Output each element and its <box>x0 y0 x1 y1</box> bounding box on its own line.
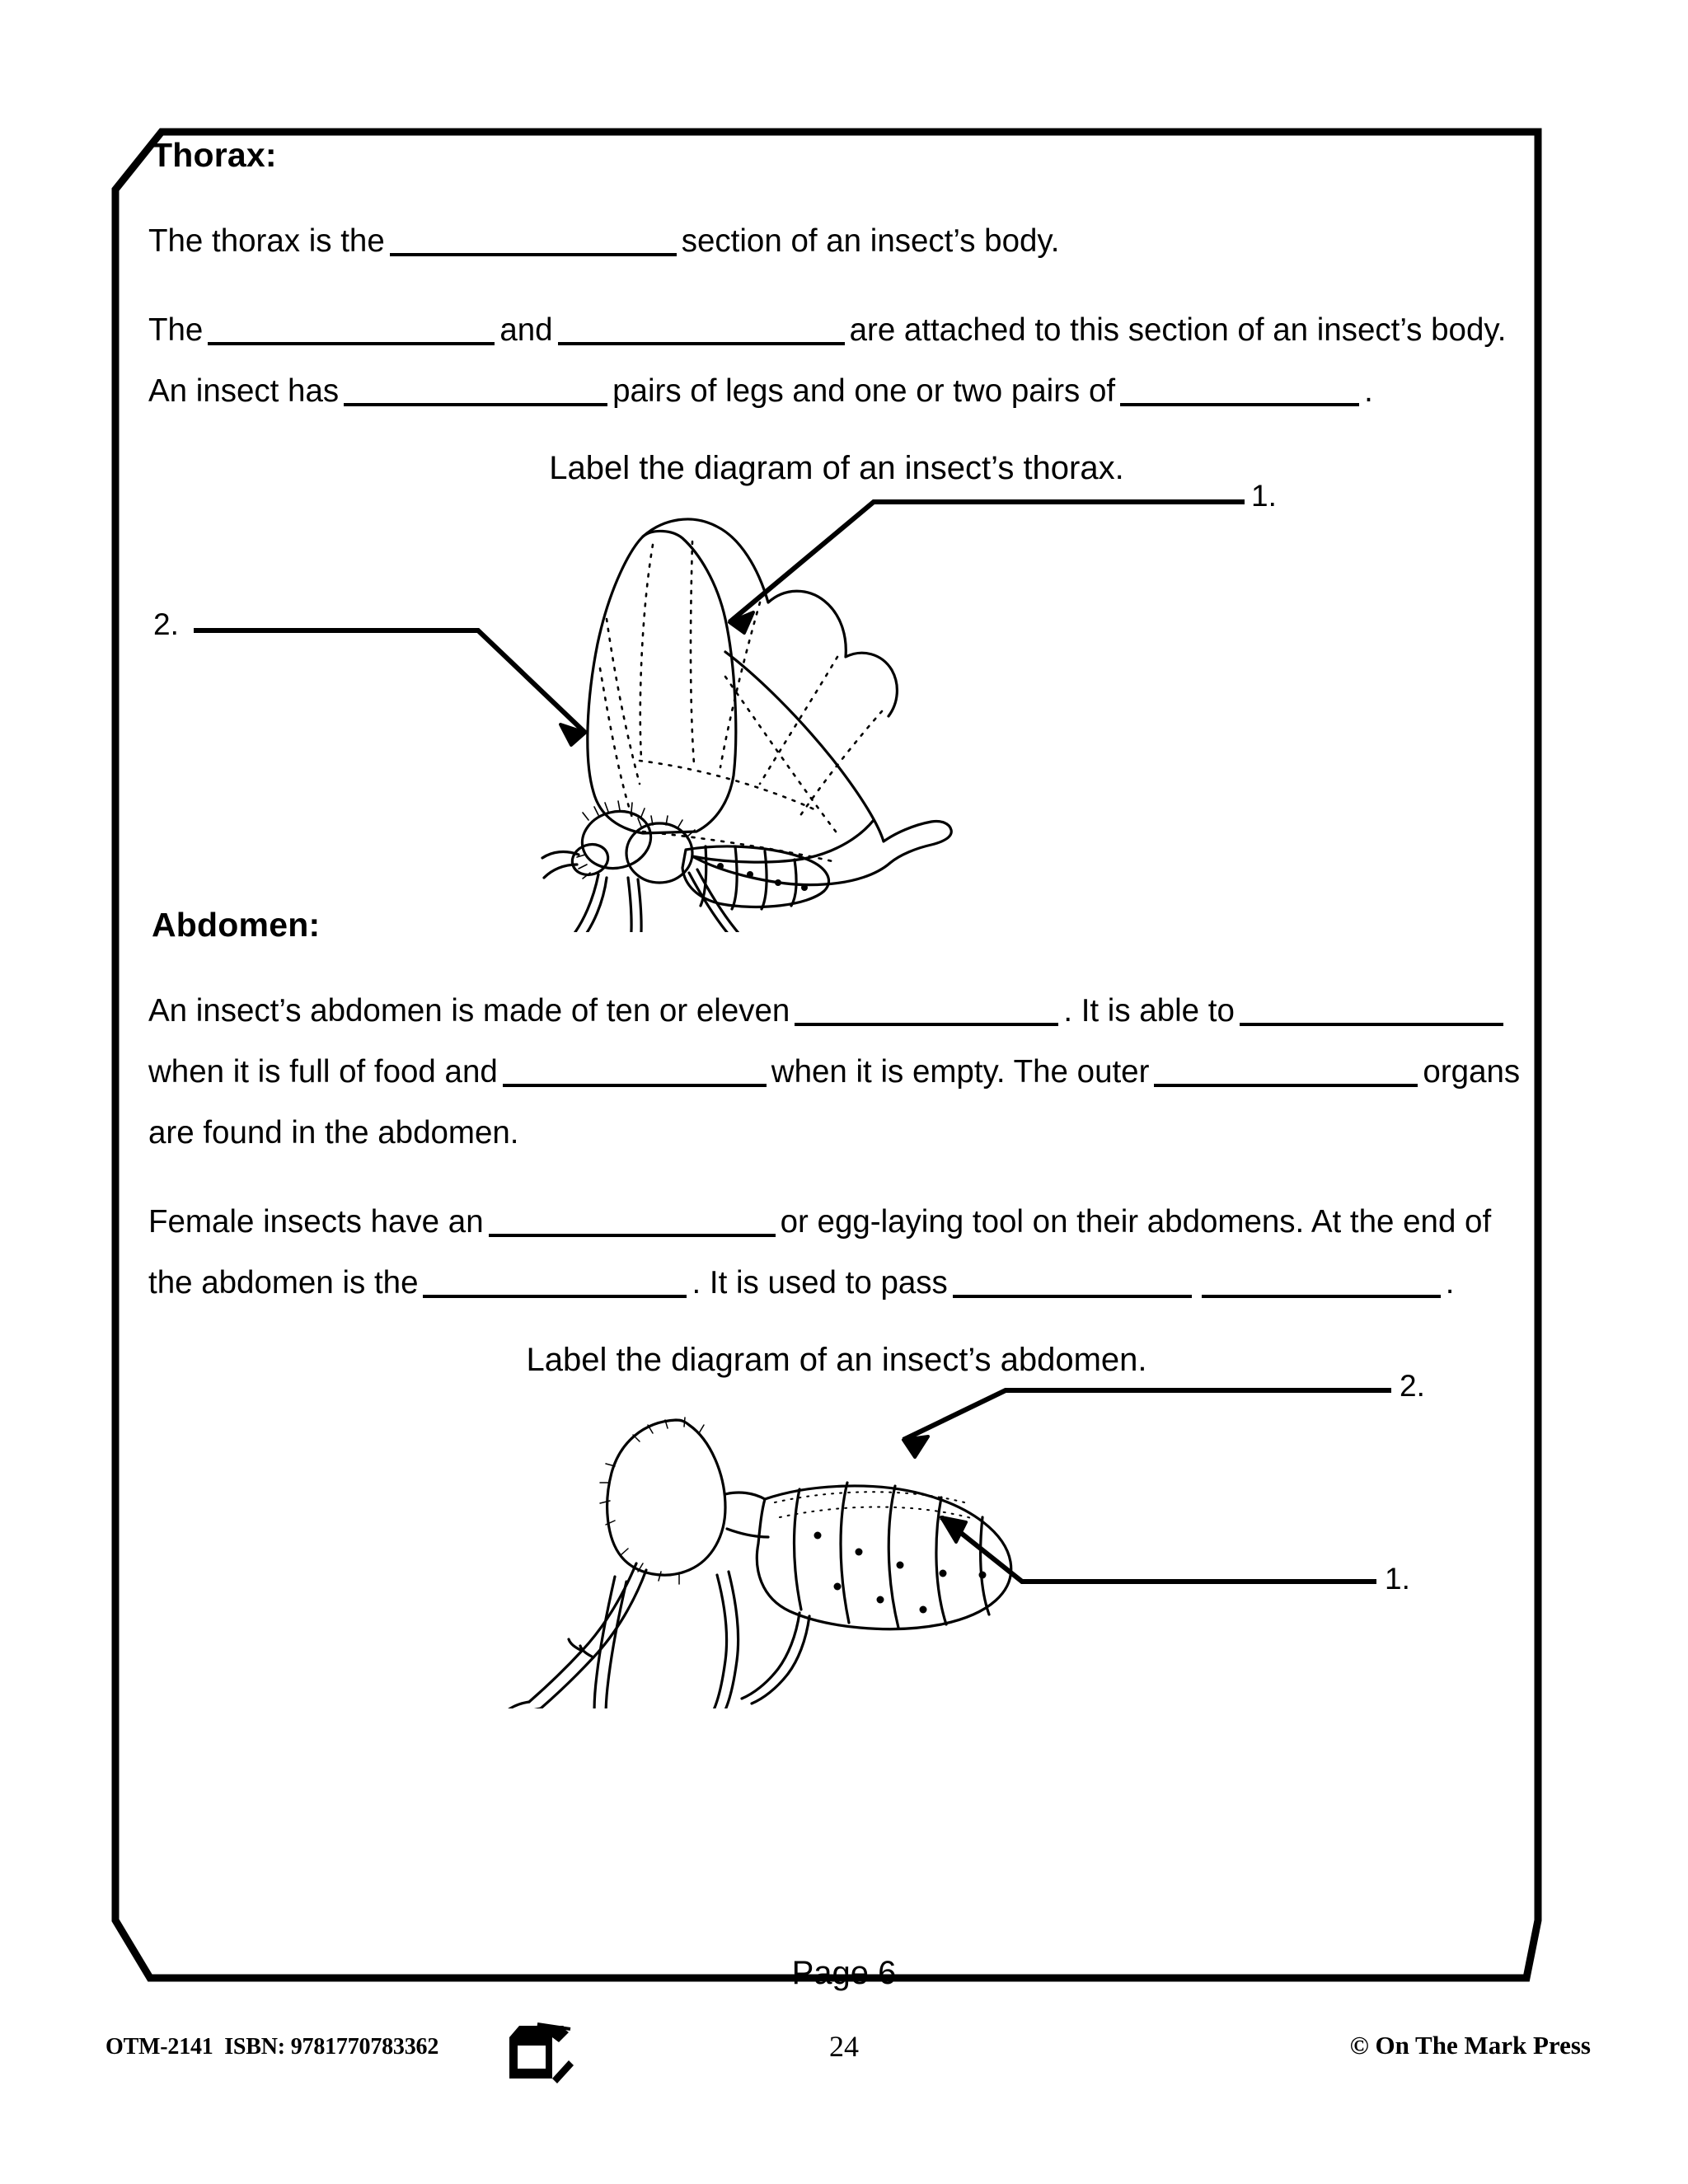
butterfly-thorax-diagram <box>148 479 1525 932</box>
catalog-code: OTM-2141 <box>106 2034 213 2060</box>
text-fragment: are attached to this section of an insect’s body. An insect has <box>148 312 1507 409</box>
text-fragment: when it is full of food and <box>148 1054 498 1090</box>
fill-in-blank[interactable] <box>953 1264 1192 1298</box>
text-fragment: and <box>499 312 553 348</box>
fill-in-blank[interactable] <box>503 1053 767 1087</box>
fill-in-blank[interactable] <box>1120 373 1359 406</box>
fill-in-blank[interactable] <box>423 1264 687 1298</box>
isbn-label: ISBN: <box>224 2034 285 2060</box>
text-fragment: pairs of legs and one or two pairs of <box>612 373 1116 409</box>
callout-2-leader <box>148 487 1525 932</box>
fill-in-blank[interactable] <box>489 1203 776 1237</box>
copyright-notice: © On The Mark Press <box>1349 2031 1591 2060</box>
isbn-number: 9781770783362 <box>290 2034 439 2060</box>
fill-in-blank[interactable] <box>1202 1264 1441 1298</box>
printed-page-number: 24 <box>829 2030 859 2063</box>
text-fragment: . <box>1445 1265 1455 1301</box>
text-fragment: . <box>1364 373 1373 409</box>
text-fragment: section of an insect’s body. <box>681 223 1060 259</box>
text-fragment: The <box>148 312 204 348</box>
text-fragment: . It is able to <box>1063 993 1235 1029</box>
text-fragment: organs are found in the abdomen. <box>148 1054 1521 1151</box>
thorax-heading: Thorax: <box>152 136 277 174</box>
text-fragment: or egg-laying tool on their abdomens. At the end of the abdomen is the <box>148 1204 1492 1301</box>
text-fragment: An insect’s abdomen is made of ten or eleven <box>148 993 790 1029</box>
callout-number-abdomen-1: 1. <box>1385 1562 1410 1596</box>
text-fragment: . It is used to pass <box>692 1265 948 1301</box>
text-fragment: when it is empty. The outer <box>771 1054 1150 1090</box>
page-of-book-label: Page 6 <box>791 1955 897 1991</box>
worksheet-content <box>148 136 1525 1708</box>
callout-number-abdomen-2: 2. <box>1400 1369 1425 1403</box>
callout-abdomen-1-leader <box>148 1379 1525 1708</box>
fill-in-blank[interactable] <box>344 373 607 406</box>
ant-abdomen-diagram <box>148 1369 1525 1708</box>
abdomen-paragraph-2 <box>148 1192 1525 1314</box>
fill-in-blank[interactable] <box>558 312 845 345</box>
abdomen-label-instruction: Label the diagram of an insect’s abdomen. <box>526 1342 1147 1378</box>
section-abdomen <box>148 906 1525 1708</box>
text-fragment: Female insects have an <box>148 1204 484 1240</box>
abdomen-paragraph-1 <box>148 981 1525 1164</box>
callout-number-2: 2. <box>153 607 179 641</box>
fill-in-blank[interactable] <box>1240 992 1503 1026</box>
fill-in-blank[interactable] <box>208 312 495 345</box>
page-footer <box>0 2029 1688 2087</box>
thorax-label-instruction: Label the diagram of an insect’s thorax. <box>549 450 1124 486</box>
fill-in-blank[interactable] <box>390 223 677 256</box>
abdomen-heading: Abdomen: <box>152 906 321 944</box>
fill-in-blank[interactable] <box>795 992 1058 1026</box>
thorax-paragraph-2 <box>148 300 1525 422</box>
text-fragment: The thorax is the <box>148 223 385 259</box>
thorax-paragraph-1 <box>148 211 1525 272</box>
callout-number-1: 1. <box>1251 479 1277 513</box>
fill-in-blank[interactable] <box>1154 1053 1418 1087</box>
section-thorax <box>148 136 1525 932</box>
